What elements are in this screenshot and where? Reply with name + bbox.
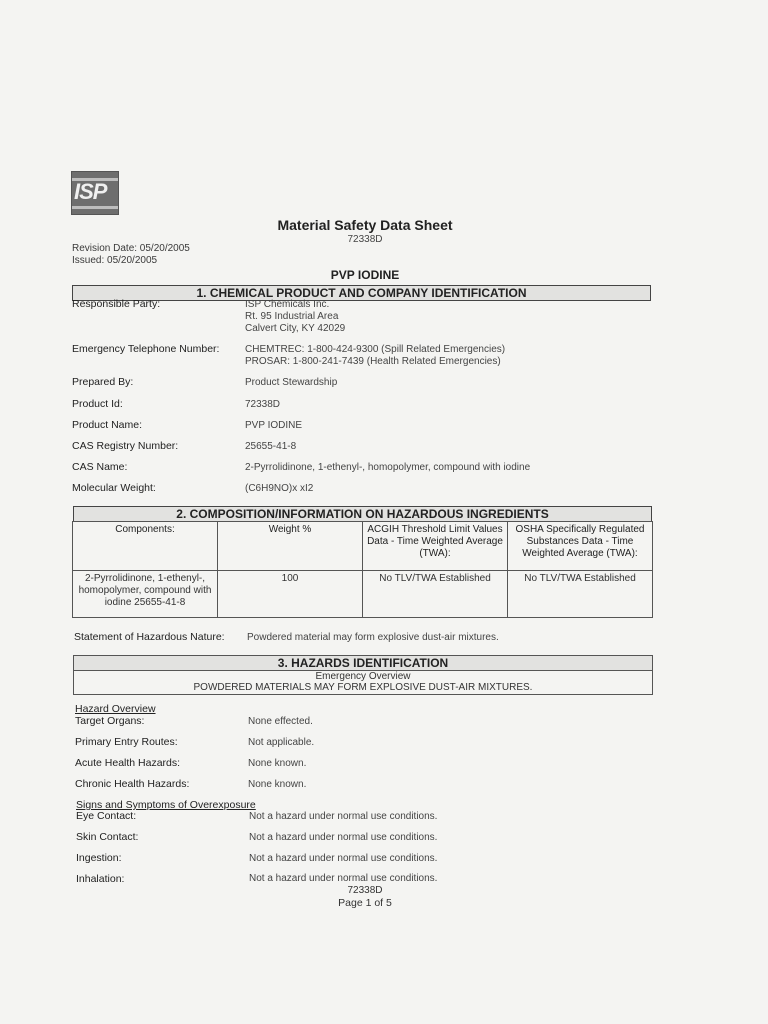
value-line: 25655-41-8 — [245, 441, 297, 452]
column-header: OSHA Specifically Regulated Substances Data - Time Weighted Average (TWA): — [508, 522, 653, 571]
table-cell: 100 — [218, 571, 363, 618]
field-label: Skin Contact: — [76, 831, 139, 843]
column-header: Components: — [73, 522, 218, 571]
field-value: Not a hazard under normal use conditions. — [249, 811, 438, 822]
emergency-overview-title: Emergency Overview — [315, 671, 411, 682]
hazardous-nature-value: Powdered material may form explosive dust-air mixtures. — [247, 632, 499, 643]
table-cell: No TLV/TWA Established — [508, 571, 653, 618]
field-value: None effected. — [248, 716, 313, 727]
footer-code: 72338D — [347, 885, 383, 896]
table-cell: 2-Pyrrolidinone, 1-ethenyl-, homopolymer, compound with iodine 25655-41-8 — [73, 571, 218, 618]
emergency-overview-text: POWDERED MATERIALS MAY FORM EXPLOSIVE DUST-AIR MIXTURES. — [193, 682, 533, 693]
section2-heading: 2. COMPOSITION/INFORMATION ON HAZARDOUS INGREDIENTS — [73, 506, 652, 522]
value-line: Rt. 95 Industrial Area — [245, 311, 339, 322]
field-label: Product Id: — [72, 398, 123, 410]
field-label: Primary Entry Routes: — [75, 736, 178, 748]
field-label: CAS Registry Number: — [72, 440, 179, 452]
value-line: 2-Pyrrolidinone, 1-ethenyl-, homopolymer, compound with iodine — [245, 462, 531, 473]
section3-heading: 3. HAZARDS IDENTIFICATION — [74, 656, 652, 671]
field-value — [245, 462, 530, 474]
field-value — [245, 377, 337, 389]
field-label: Inhalation: — [76, 873, 125, 885]
isp-logo — [71, 171, 119, 215]
hazardous-nature-label: Statement of Hazardous Nature: — [74, 631, 225, 643]
field-label: Emergency Telephone Number: — [72, 343, 220, 355]
field-label: Target Organs: — [75, 715, 145, 727]
field-value: Not a hazard under normal use conditions. — [249, 832, 438, 843]
field-value — [245, 441, 296, 453]
field-value: Not a hazard under normal use conditions. — [249, 853, 438, 864]
revision-date: Revision Date: 05/20/2005 — [72, 243, 190, 254]
field-value: Not applicable. — [248, 737, 315, 748]
section1-heading: 1. CHEMICAL PRODUCT AND COMPANY IDENTIFICATION — [72, 285, 651, 301]
page-number: Page 1 of 5 — [338, 897, 392, 909]
hazard-overview-title: Hazard Overview — [75, 703, 156, 715]
field-label: Product Name: — [72, 419, 143, 431]
field-value: None known. — [248, 779, 307, 790]
symptoms-title: Signs and Symptoms of Overexposure — [76, 799, 256, 811]
field-label: Chronic Health Hazards: — [75, 778, 190, 790]
value-line: Calvert City, KY 42029 — [245, 323, 346, 334]
document-title: Material Safety Data Sheet — [277, 217, 453, 233]
field-value: Not a hazard under normal use conditions. — [249, 873, 438, 884]
value-line: 72338D — [245, 399, 281, 410]
field-label: Prepared By: — [72, 376, 134, 388]
field-label: CAS Name: — [72, 461, 128, 473]
table-row — [73, 571, 653, 618]
field-value: None known. — [248, 758, 307, 769]
field-value — [245, 483, 313, 495]
product-heading: PVP IODINE — [330, 268, 400, 282]
value-line: ISP Chemicals Inc. — [245, 299, 330, 310]
value-line: CHEMTREC: 1-800-424-9300 (Spill Related Emergencies) — [245, 344, 506, 355]
composition-table — [72, 521, 653, 618]
field-label: Acute Health Hazards: — [75, 757, 181, 769]
value-line: Product Stewardship — [245, 377, 338, 388]
field-value — [245, 399, 280, 411]
table-cell: No TLV/TWA Established — [363, 571, 508, 618]
value-line: PVP IODINE — [245, 420, 303, 431]
column-header: ACGIH Threshold Limit Values Data - Time Weighted Average (TWA): — [363, 522, 508, 571]
value-line: PROSAR: 1-800-241-7439 (Health Related Emergencies) — [245, 356, 501, 367]
column-header: Weight % — [218, 522, 363, 571]
field-label: Responsible Party: — [72, 298, 161, 310]
value-line: (C6H9NO)x xI2 — [245, 483, 314, 494]
issued-date: Issued: 05/20/2005 — [72, 255, 158, 266]
field-label: Eye Contact: — [76, 810, 137, 822]
field-value — [245, 299, 345, 335]
section3-box — [73, 655, 653, 695]
field-label: Ingestion: — [76, 852, 122, 864]
logo-text: ISP — [74, 179, 107, 204]
document-code: 72338D — [347, 234, 383, 245]
field-value — [245, 344, 505, 368]
table-header-row — [73, 522, 653, 571]
field-value — [245, 420, 302, 432]
field-label: Molecular Weight: — [72, 482, 156, 494]
